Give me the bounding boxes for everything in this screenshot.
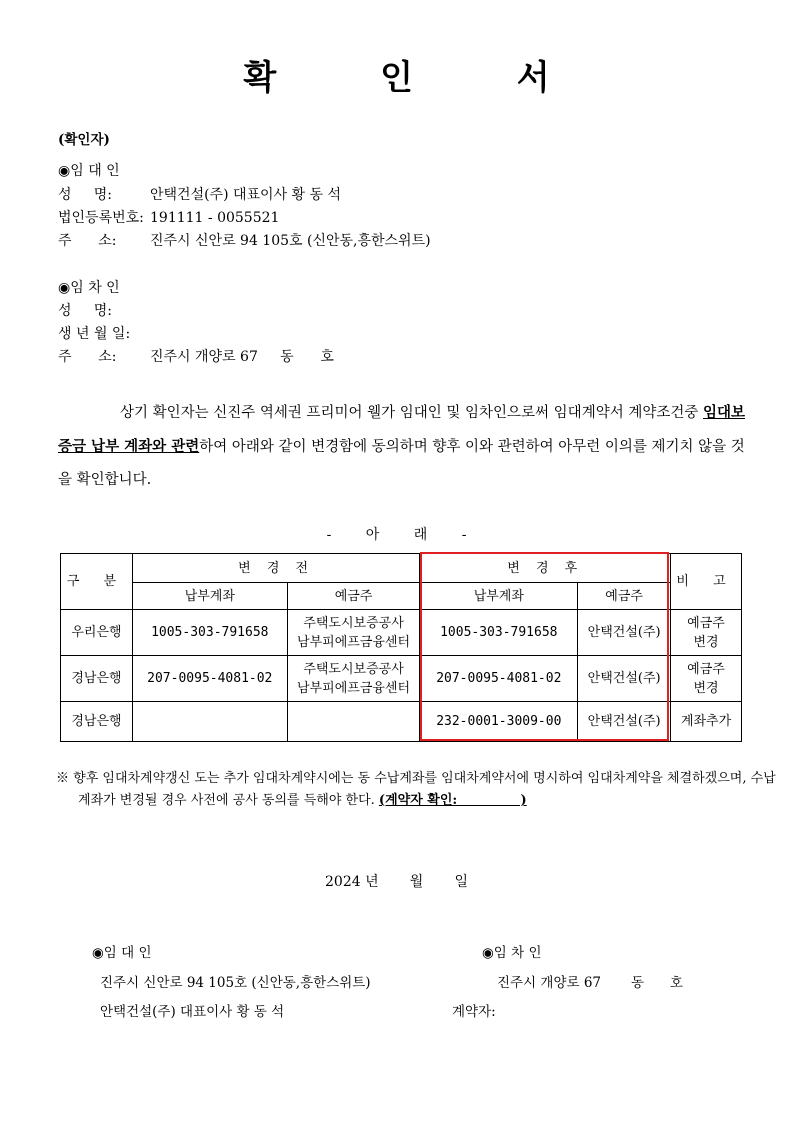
header-before: 변 경 전 bbox=[132, 554, 420, 583]
row-remark-line2: 변경 bbox=[693, 680, 719, 696]
row-remark-line1: 예금주 bbox=[687, 661, 725, 677]
header-before-holder: 예금주 bbox=[287, 583, 420, 610]
row-remark-line2: 변경 bbox=[693, 634, 719, 650]
below-heading: - 아 래 - bbox=[326, 527, 467, 543]
header-remark: 비 고 bbox=[671, 554, 742, 610]
paragraph-part1: 상기 확인자는 신진주 역세권 프리미어 웰가 임대인 및 임차인으로써 임대계약서 계약조건중 bbox=[120, 405, 703, 421]
lessor-addr-row bbox=[58, 230, 431, 250]
header-before-account: 납부계좌 bbox=[132, 583, 287, 610]
sig-lessor-name: 안택건설(주) 대표이사 황 동 석 bbox=[100, 1004, 285, 1020]
row-bank: 우리은행 bbox=[61, 610, 133, 656]
document-title: 확 인 서 bbox=[243, 58, 596, 98]
confirmation-paragraph bbox=[58, 396, 748, 497]
lessor-name-label: 성 명: bbox=[58, 187, 113, 203]
sig-lessee-name: 계약자: bbox=[452, 1004, 496, 1020]
row-bank: 경남은행 bbox=[61, 702, 133, 742]
row-before-holder-line2: 남부피에프금융센터 bbox=[297, 680, 411, 696]
row-before-account: 1005-303-791658 bbox=[132, 610, 287, 656]
row-after-account: 207-0095-4081-02 bbox=[420, 656, 578, 702]
lessee-name-label: 성 명: bbox=[58, 303, 113, 319]
after-change-highlight-box bbox=[420, 552, 669, 741]
contractor-confirm: (계약자 확인: ) bbox=[378, 793, 527, 808]
paragraph-part2: 하여 아래와 같이 변경함에 동의하며 향후 이와 관련하여 아무런 이의를 제기치 않을 것을 확인합니다. bbox=[58, 439, 745, 488]
confirmer-heading: (확인자) bbox=[58, 132, 110, 148]
row-before-holder bbox=[287, 656, 420, 702]
sig-lessee-heading: ◉임 차 인 bbox=[482, 945, 542, 961]
date-line: 2024 년 월 일 bbox=[325, 874, 468, 890]
sig-lessee-addr: 진주시 개양로 67 동 호 bbox=[497, 975, 683, 991]
lessor-heading: ◉임 대 인 bbox=[58, 163, 120, 179]
row-remark bbox=[671, 656, 742, 702]
lessor-regno-value: 191111 - 0055521 bbox=[150, 210, 280, 226]
lessee-heading: ◉임 차 인 bbox=[58, 280, 120, 296]
row-bank: 경남은행 bbox=[61, 656, 133, 702]
lessor-addr-value: 진주시 신안로 94 105호 (신안동,흥한스위트) bbox=[150, 233, 431, 249]
header-after-account: 납부계좌 bbox=[420, 583, 578, 610]
row-remark-line1: 예금주 bbox=[687, 615, 725, 631]
row-remark: 계좌추가 bbox=[671, 702, 742, 742]
footnote bbox=[56, 768, 778, 812]
row-after-account: 1005-303-791658 bbox=[420, 610, 578, 656]
lessee-birth-label: 생 년 월 일: bbox=[58, 326, 131, 342]
header-after-holder: 예금주 bbox=[578, 583, 671, 610]
lessor-name-value: 안택건설(주) 대표이사 황 동 석 bbox=[150, 187, 342, 203]
lessor-name-row bbox=[58, 184, 341, 204]
row-before-holder-line2: 남부피에프금융센터 bbox=[297, 634, 411, 650]
lessor-regno-row bbox=[58, 207, 279, 227]
lessor-regno-label: 법인등록번호: bbox=[58, 210, 144, 226]
row-remark bbox=[671, 610, 742, 656]
row-after-holder: 안택건설(주) bbox=[578, 610, 671, 656]
footnote-text: ※ 향후 임대차계약갱신 도는 추가 임대차계약시에는 동 수납계좌를 임대차계약서에 명시하여 임대차계약을 체결하겠으며, 수납계좌가 변경될 경우 사전에 공사 동의를 득해야 한다. bbox=[56, 771, 776, 808]
paragraph-emphasis: 임대보증금 납부 계좌와 관련 bbox=[58, 404, 745, 455]
row-after-holder: 안택건설(주) bbox=[578, 656, 671, 702]
header-category: 구 분 bbox=[61, 554, 133, 610]
lessee-addr-value: 진주시 개양로 67 동 호 bbox=[150, 349, 334, 365]
lessor-addr-label: 주 소: bbox=[58, 233, 117, 249]
sig-lessor-heading: ◉임 대 인 bbox=[92, 945, 152, 961]
row-before-holder-line1: 주택도시보증공사 bbox=[303, 661, 404, 677]
row-before-holder bbox=[287, 610, 420, 656]
row-before-account bbox=[132, 702, 287, 742]
row-after-holder: 안택건설(주) bbox=[578, 702, 671, 742]
row-before-holder-line1: 주택도시보증공사 bbox=[303, 615, 404, 631]
header-after: 변 경 후 bbox=[420, 554, 671, 583]
row-before-holder bbox=[287, 702, 420, 742]
row-before-account: 207-0095-4081-02 bbox=[132, 656, 287, 702]
row-after-account: 232-0001-3009-00 bbox=[420, 702, 578, 742]
sig-lessor-addr: 진주시 신안로 94 105호 (신안동,흥한스위트) bbox=[100, 975, 371, 991]
lessee-addr-row bbox=[58, 346, 334, 366]
lessee-addr-label: 주 소: bbox=[58, 349, 117, 365]
